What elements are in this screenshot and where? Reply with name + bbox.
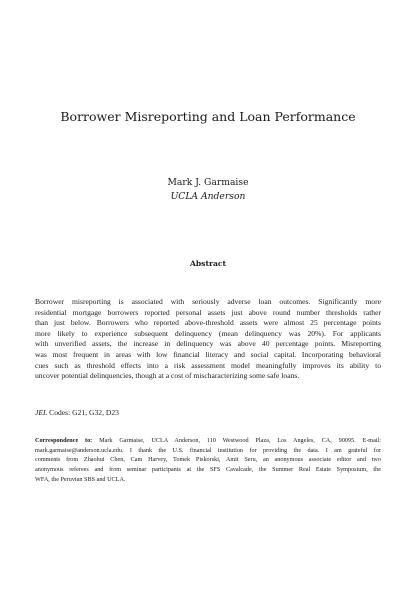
correspondence-note — [35, 436, 381, 485]
correspondence-text: Mark Garmaise, UCLA Anderson, 110 Westwood Plaza, Los Angeles, CA, 90095. E-mail: — [99, 437, 382, 444]
abstract-line: than just below. Borrowers who reported above-threshold assets were almost 25 percentage points — [35, 318, 381, 328]
abstract-body — [35, 297, 381, 382]
correspondence-line: comments from Zhaohui Chen, Cam Harvey, Tomek Piskorski, Amit Seru, an anonymous associate editor and two — [35, 456, 381, 464]
abstract-line: uncover potential delinquencies, though at a cost of mischaracterizing some safe loans. — [35, 371, 300, 381]
paper-title: Borrower Misreporting and Loan Performance — [60, 109, 356, 124]
author-name: Mark J. Garmaise — [167, 177, 249, 188]
correspondence-label: Correspondence to: — [35, 437, 93, 444]
abstract-line: Borrower misreporting is associated with seriously adverse loan outcomes. Significantly more — [35, 297, 381, 306]
jel-code-list: Codes: G21, G32, D23 — [49, 408, 119, 417]
correspondence-line: mark.garmaise@anderson.ucla.edu. I thank the U.S. financial institution for providing the data. I am grateful for — [35, 446, 381, 454]
jel-codes — [35, 408, 119, 418]
jel-label: JEL — [35, 408, 48, 417]
correspondence-line: WFA, the Peruvian SBS and UCLA. — [35, 475, 126, 483]
abstract-heading: Abstract — [189, 259, 227, 268]
author-affiliation: UCLA Anderson — [170, 191, 246, 202]
abstract-line: was most frequent in areas with low financial literacy and social capital. Incorporating behavioral — [35, 349, 381, 359]
abstract-line: residential mortgage borrowers reported personal assets just above round number thresholds rather — [35, 307, 381, 317]
abstract-line: more likely to experience subsequent delinquency (mean delinquency was 20%). For applicants — [35, 328, 381, 338]
abstract-line: with unverified assets, the increase in delinquency was above 40 percentage points. Misreporting — [35, 339, 381, 349]
correspondence-line — [35, 436, 381, 446]
correspondence-line: anonymous referees and from seminar participants at the SFS Cavalcade, the Summer Real Estate Symposium, the — [35, 466, 381, 474]
abstract-line: cues such as threshold effects into a risk assessment model meaningfully improves its ability to — [35, 360, 381, 370]
